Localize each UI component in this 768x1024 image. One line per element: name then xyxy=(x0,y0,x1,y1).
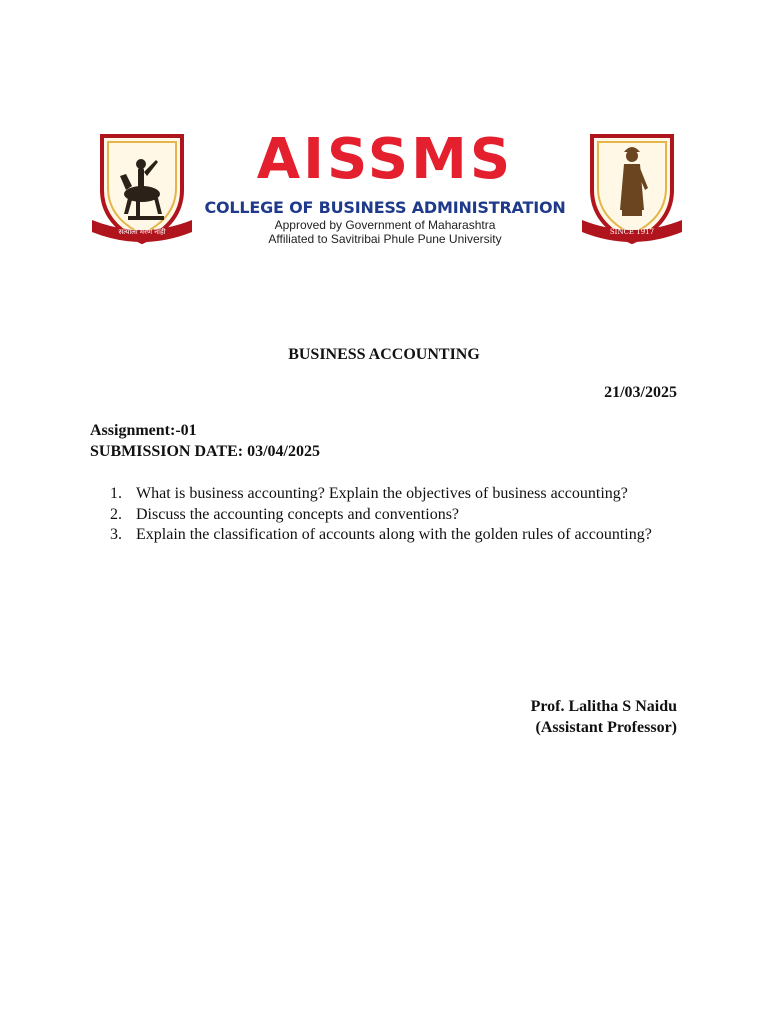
brand-block xyxy=(204,127,566,246)
right-emblem-shield-icon xyxy=(582,128,682,248)
question-text: Discuss the accounting concepts and conventions? xyxy=(136,505,460,523)
institution-name: AISSMS xyxy=(256,127,514,192)
document-title: BUSINESS ACCOUNTING xyxy=(288,346,480,363)
question-text: Explain the classification of accounts along with the golden rules of accounting? xyxy=(136,526,652,543)
college-name: COLLEGE OF BUSINESS ADMINISTRATION xyxy=(204,198,566,217)
question-number: 2. xyxy=(110,505,122,523)
signatory-designation: (Assistant Professor) xyxy=(535,719,677,736)
list-item xyxy=(110,505,690,526)
list-item xyxy=(110,484,690,505)
approval-line: Approved by Government of Maharashtra xyxy=(274,218,496,232)
left-emblem-shield-icon xyxy=(92,128,192,248)
assignment-info xyxy=(90,420,320,462)
left-emblem-motto: सत्याला मरण नाही xyxy=(118,228,166,236)
signature-block xyxy=(531,696,677,738)
list-item xyxy=(110,525,690,546)
affiliation-line: Affiliated to Savitribai Phule Pune University xyxy=(268,232,502,246)
letterhead xyxy=(92,128,680,258)
question-number: 3. xyxy=(110,526,122,543)
right-emblem-text: SINCE 1917 xyxy=(609,228,655,236)
question-number: 1. xyxy=(110,485,122,502)
question-text: What is business accounting? Explain the objectives of business accounting? xyxy=(136,485,628,502)
signatory-name: Prof. Lalitha S Naidu xyxy=(530,698,677,715)
assignment-number: Assignment:-01 xyxy=(90,422,197,439)
question-list xyxy=(110,484,690,546)
submission-date: SUBMISSION DATE: 03/04/2025 xyxy=(90,443,320,460)
document-date: 21/03/2025 xyxy=(604,384,677,401)
